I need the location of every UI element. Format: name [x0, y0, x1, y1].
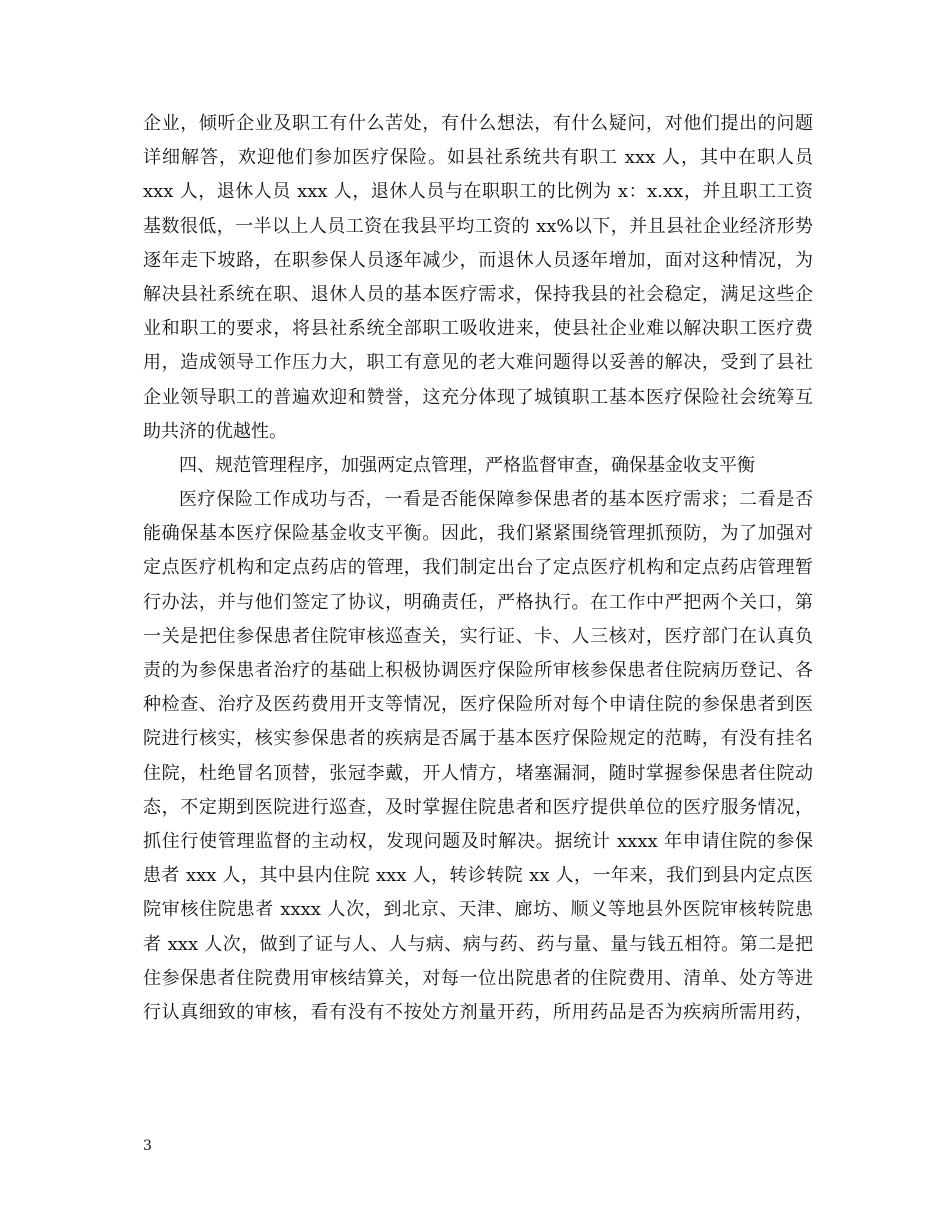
text-line: 态，不定期到医院进行巡查，及时掌握住院患者和医疗提供单位的医疗服务情况， [143, 796, 813, 818]
text-line: 行办法，并与他们签定了协议，明确责任，严格执行。在工作中严把两个关口，第 [143, 591, 813, 613]
text-line: 企业领导职工的普遍欢迎和赞誉，这充分体现了城镇职工基本医疗保险社会统筹互 [143, 386, 813, 408]
text-line: 抓住行使管理监督的主动权，发现问题及时解决。据统计 xxxx 年申请住院的参保 [143, 830, 813, 852]
text-line: 住参保患者住院费用审核结算关，对每一位出院患者的住院费用、清单、处方等进 [143, 967, 813, 989]
text-line: 用，造成领导工作压力大，职工有意见的老大难问题得以妥善的解决，受到了县社 [143, 352, 813, 374]
text-line: 种检查、治疗及医药费用开支等情况，医疗保险所对每个申请住院的参保患者到医 [143, 694, 813, 716]
text-line: 能确保基本医疗保险基金收支平衡。因此，我们紧紧围绕管理抓预防，为了加强对 [143, 523, 813, 545]
document-body [143, 107, 813, 1030]
text-line: 院审核住院患者 xxxx 人次，到北京、天津、廊坊、顺义等地县外医院审核转院患 [143, 899, 813, 921]
text-line: 定点医疗机构和定点药店的管理，我们制定出台了定点医疗机构和定点药店管理暂 [143, 557, 813, 579]
text-line: 逐年走下坡路，在职参保人员逐年减少，而退休人员逐年增加，面对这种情况，为 [143, 249, 813, 271]
text-line: 医疗保险工作成功与否，一看是否能保障参保患者的基本医疗需求；二看是否 [179, 489, 813, 511]
text-line: 行认真细致的审核，看有没有不按处方剂量开药，所用药品是否为疾病所需用药， [143, 1001, 813, 1023]
text-line: 助共济的优越性。 [143, 420, 287, 442]
text-line: 责的为参保患者治疗的基础上积极协调医疗保险所审核参保患者住院病历登记、各 [143, 660, 813, 681]
text-line: 基数很低，一半以上人员工资在我县平均工资的 xx%以下，并且县社企业经济形势 [143, 215, 813, 237]
text-line: 患者 xxx 人，其中县内住院 xxx 人，转诊转院 xx 人，一年来，我们到县内定点医 [143, 865, 813, 887]
text-line: 住院，杜绝冒名顶替，张冠李戴，开人情方，堵塞漏洞，随时掌握参保患者住院动 [143, 762, 813, 784]
paragraph-continuation [143, 107, 813, 449]
paragraph-body [143, 483, 813, 1030]
text-line: 院进行核实，核实参保患者的疾病是否属于基本医疗保险规定的范畴，有没有挂名 [143, 728, 813, 750]
text-line: 一关是把住参保患者住院审核巡查关，实行证、卡、人三核对，医疗部门在认真负 [143, 625, 813, 647]
text-line: 业和职工的要求，将县社系统全部职工吸收进来，使县社企业难以解决职工医疗费 [143, 318, 813, 340]
text-line: 解决县社系统在职、退休人员的基本医疗需求，保持我县的社会稳定，满足这些企 [143, 283, 813, 305]
text-line: xxx 人，退休人员 xxx 人，退休人员与在职职工的比例为 x：x.xx，并且职工工资 [143, 181, 813, 203]
paragraph-heading [143, 449, 813, 483]
page-number: 3 [143, 1138, 152, 1154]
text-line: 详细解答，欢迎他们参加医疗保险。如县社系统共有职工 xxx 人，其中在职人员 [143, 147, 813, 169]
text-line: 四、规范管理程序，加强两定点管理，严格监督审查，确保基金收支平衡 [179, 454, 755, 476]
text-line: 者 xxx 人次，做到了证与人、人与病、病与药、药与量、量与钱五相符。第二是把 [143, 933, 813, 955]
text-line: 企业，倾听企业及职工有什么苦处，有什么想法，有什么疑问，对他们提出的问题 [143, 113, 813, 134]
